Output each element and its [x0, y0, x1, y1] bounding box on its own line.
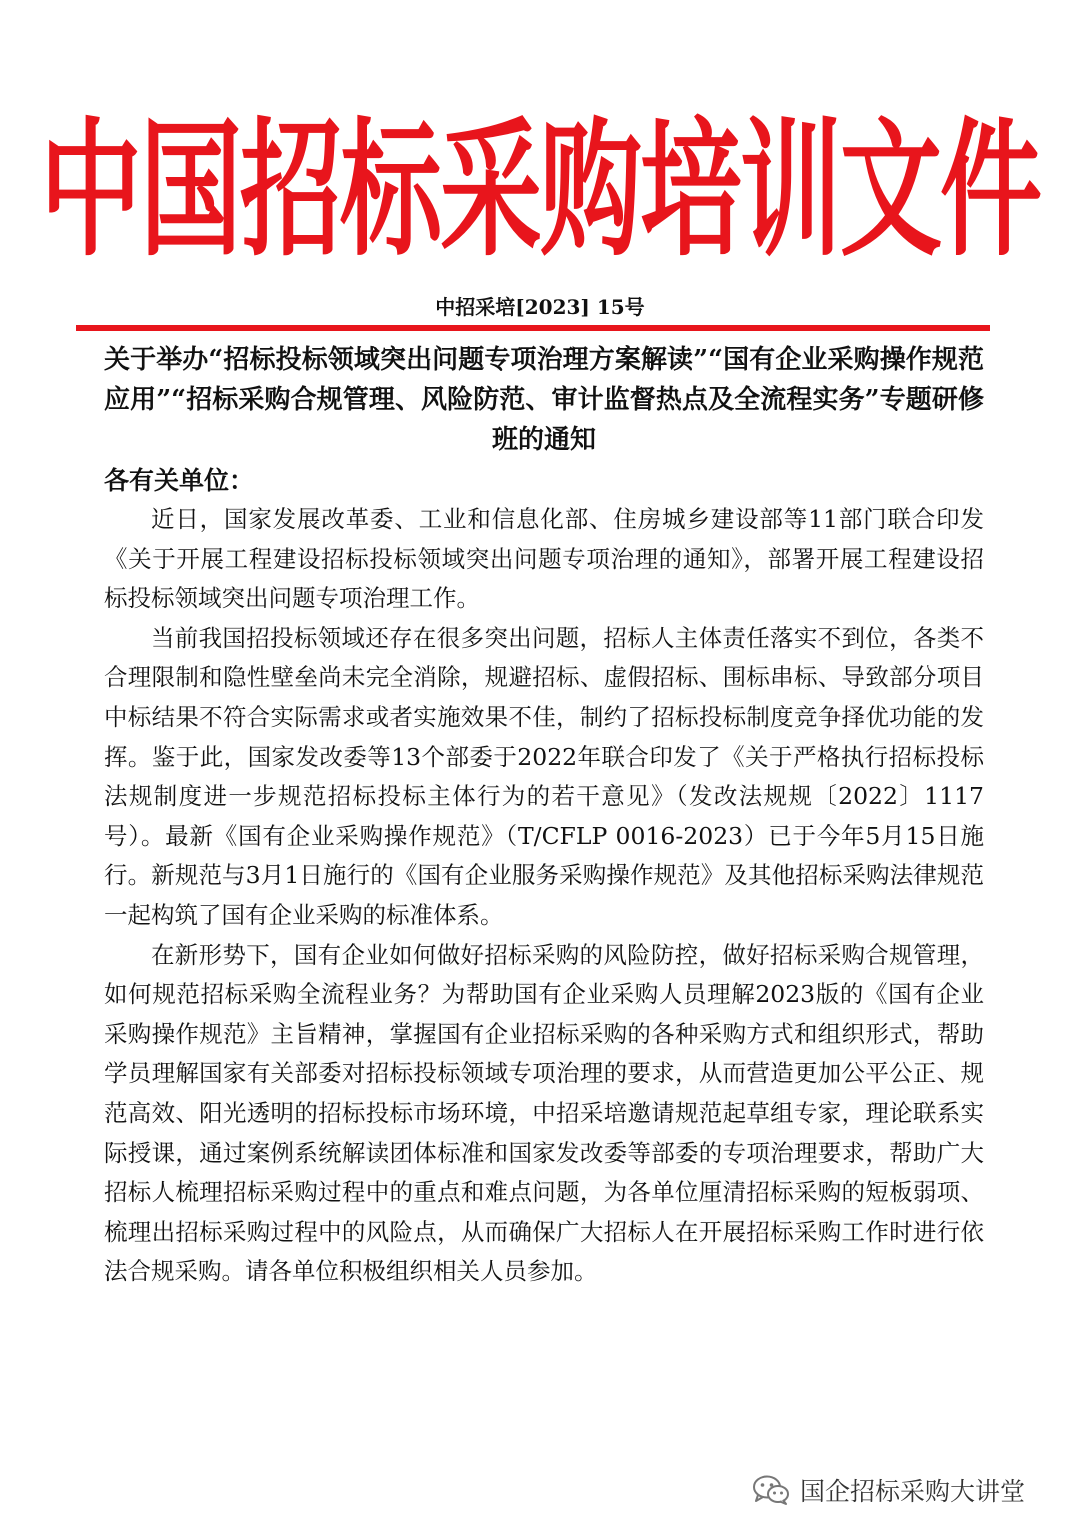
- red-divider: [76, 325, 990, 331]
- notice-body: [104, 500, 984, 1292]
- document-number: 中招采培[2023] 15号: [435, 295, 645, 319]
- body-paragraph: 近日，国家发展改革委、工业和信息化部、住房城乡建设部等11部门联合印发《关于开展工程建设招标投标领域突出问题专项治理的通知》，部署开展工程建设招标投标领域突出问题专项治理工作。: [104, 505, 984, 613]
- body-paragraph: 在新形势下，国有企业如何做好招标采购的风险防控，做好招标采购合规管理，如何规范招标采购全流程业务？为帮助国有企业采购人员理解2023版的《国有企业采购操作规范》主旨精神，掌握国有企业招标采购的各种采购方式和组织形式，帮助学员理解国家有关部委对招标投标领域专项治理的要求，从而营造更加公平公正、规范高效、阳光透明的招标投标市场环境，中招采培邀请规范起草组专家，理论联系实际授课，通过案例系统解读团体标准和国家发改委等部委的专项治理要求，帮助广大招标人梳理招标采购过程中的重点和难点问题，为各单位厘清招标采购的短板弱项、梳理出招标采购过程中的风险点，从而确保广大招标人在开展招标采购工作时进行依法合规采购。请各单位积极组织相关人员参加。: [104, 940, 984, 1286]
- masthead-title: 中国招标采购培训文件: [40, 105, 1040, 278]
- wechat-icon: [752, 1475, 790, 1505]
- body-paragraph: 当前我国招投标领域还存在很多突出问题，招标人主体责任落实不到位，各类不合理限制和隐性壁垒尚未完全消除，规避招标、虚假招标、围标串标、导致部分项目中标结果不符合实际需求或者实施效果不佳，制约了招标投标制度竞争择优功能的发挥。鉴于此，国家发改委等13个部委于2022年联合印发了《关于严格执行招标投标法规制度进一步规范招标投标主体行为的若干意见》（发改法规规〔2022〕1117号）。最新《国有企业采购操作规范》（T/CFLP 0016-2023）已于今年5月15日施行。新规范与3月1日施行的《国有企业服务采购操作规范》及其他招标采购法律规范一起构筑了国有企业采购的标准体系。: [104, 623, 984, 929]
- watermark-text: 国企招标采购大讲堂: [800, 1477, 1026, 1506]
- salutation: 各有关单位：: [104, 466, 255, 495]
- notice-title: 关于举办“招标投标领域突出问题专项治理方案解读”“国有企业采购操作规范应用”“招标采购合规管理、风险防范、审计监督热点及全流程实务”专题研修班的通知: [104, 345, 984, 455]
- watermark: [752, 1470, 1025, 1510]
